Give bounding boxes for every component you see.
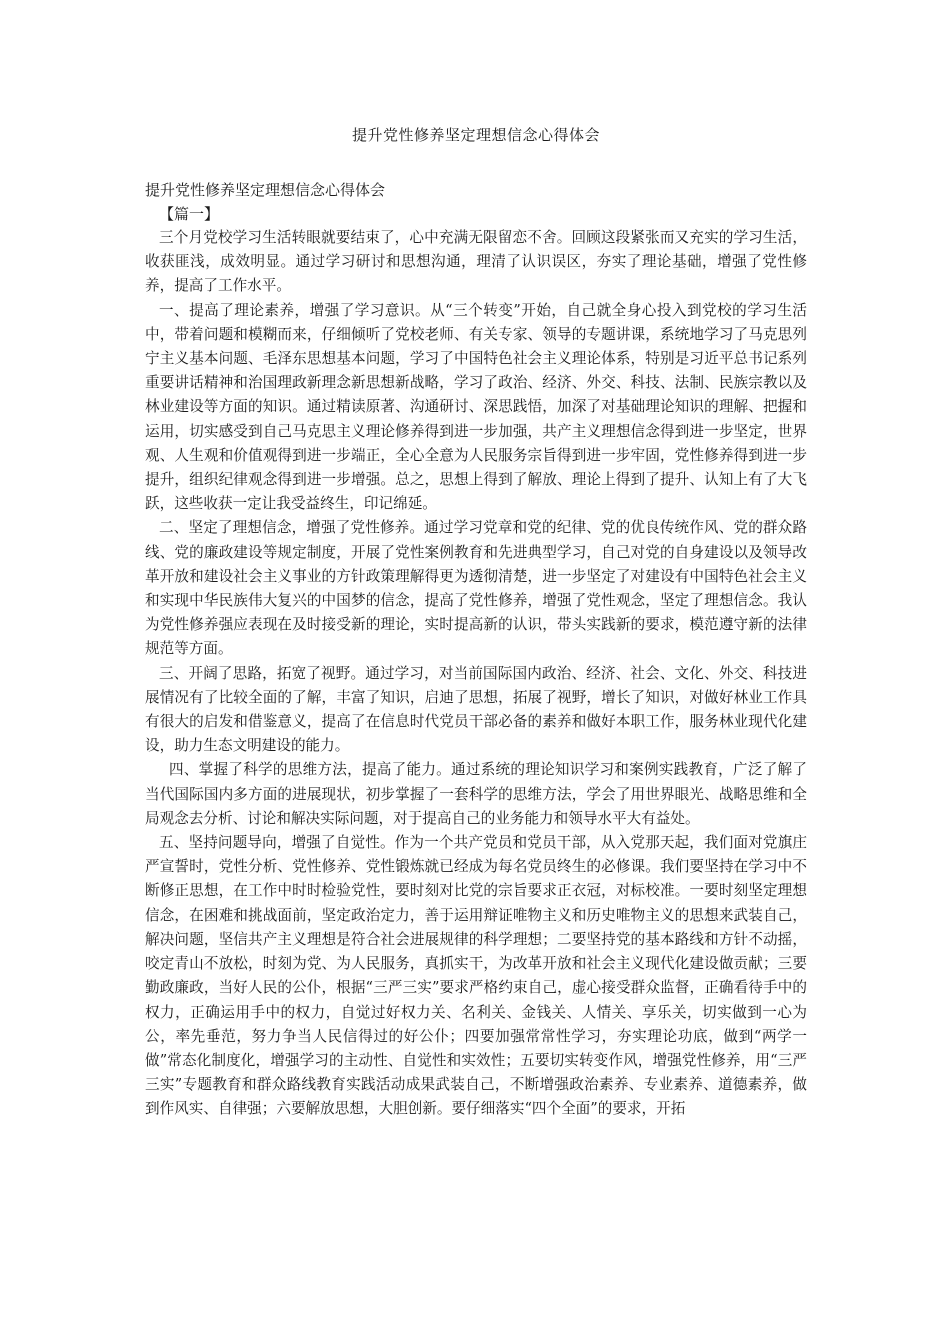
document-subtitle: 提升党性修养坚定理想信念心得体会: [145, 181, 386, 199]
document-title: 提升党性修养坚定理想信念心得体会: [351, 126, 600, 144]
paragraph-section-3: 三、开阔了思路，拓宽了视野。通过学习，对当前国际国内政治、经济、社会、文化、外交、科技进展情况有了比较全面的了解，丰富了知识，启迪了思想，拓展了视野，增长了知识，对做好林业工作具有很大的启发和借鉴意义，提高了在信息时代党员干部必备的素养和做好本职工作，服务林业现代化建设，助力生态文明建设的能力。: [145, 664, 807, 755]
paragraph-section-4: 四、掌握了科学的思维方法，提高了能力。通过系统的理论知识学习和案例实践教育，广泛了解了当代国际国内多方面的进展现状，初步掌握了一套科学的思维方法，学会了用世界眼光、战略思维和全局观念去分析、讨论和解决实际问题，对于提高自己的业务能力和领导水平大有益处。: [145, 761, 807, 827]
paragraph-section-1: 一、提高了理论素养，增强了学习意识。从“三个转变”开始，自己就全身心投入到党校的学习生活中，带着问题和模糊而来，仔细倾听了党校老师、有关专家、领导的专题讲课，系统地学习了马克思列宁主义基本问题、毛泽东思想基本问题，学习了中国特色社会主义理论体系，特别是习近平总书记系列重要讲话精神和治国理政新理念新思想新战略，学习了政治、经济、外交、科技、法制、民族宗教以及林业建设等方面的知识。通过精读原著、沟通研讨、深思践悟，加深了对基础理论知识的理解、把握和运用，切实感受到自己马克思主义理论修养得到进一步加强，共产主义理想信念得到进一步坚定，世界观、人生观和价值观得到进一步端正，全心全意为人民服务宗旨得到进一步牢固，党性修养得到进一步提升，组织纪律观念得到进一步增强。总之，思想上得到了解放、理论上得到了提升、认知上有了大飞跃，这些收获一定让我受益终生，印记绵延。: [145, 301, 807, 513]
paragraph-section-2: 二、坚定了理想信念，增强了党性修养。通过学习党章和党的纪律、党的优良传统作风、党的群众路线、党的廉政建设等规定制度，开展了党性案例教育和先进典型学习，自己对党的自身建设以及领导改革开放和建设社会主义事业的方针政策理解得更为透彻清楚，进一步坚定了对建设有中国特色社会主义和实现中华民族伟大复兴的中国梦的信念，提高了党性修养，增强了党性观念，坚定了理想信念。我认为党性修养强应表现在及时接受新的理论，实时提高新的认识，带头实践新的要求，模范遵守新的法律规范等方面。: [145, 519, 807, 658]
section-mark: 【篇一】: [159, 205, 220, 223]
paragraph-section-5: 五、坚持问题导向，增强了自觉性。作为一个共产党员和党员干部，从入党那天起，我们面对党旗庄严宣誓时，党性分析、党性修养、党性锻炼就已经成为每名党员终生的必修课。我们要坚持在学习中不断修正思想，在工作中时时检验党性，要时刻对比党的宗旨要求正衣冠，对标校准。一要时刻坚定理想信念，在困难和挑战面前，坚定政治定力，善于运用辩证唯物主义和历史唯物主义的思想来武装自己，解决问题，坚信共产主义理想是符合社会进展规律的科学理想；二要坚持党的基本路线和方针不动摇，咬定青山不放松，时刻为党、为人民服务，真抓实干，为改革开放和社会主义现代化建设做贡献；三要勤政廉政，当好人民的公仆，根据“三严三实”要求严格约束自己，虚心接受群众监督，正确看待手中的权力，正确运用手中的权力，自觉过好权力关、名利关、金钱关、人情关、享乐关，切实做到一心为公，率先垂范，努力争当人民信得过的好公仆；四要加强常常性学习，夯实理论功底，做到“两学一做”常态化制度化，增强学习的主动性、自觉性和实效性；五要切实转变作风，增强党性修养，用“三严三实”专题教育和群众路线教育实践活动成果武装自己，不断增强政治素养、专业素养、道德素养，做到作风实、自律强；六要解放思想，大胆创新。要仔细落实“四个全面”的要求，开拓: [145, 834, 807, 1118]
document-page: [145, 124, 807, 1122]
paragraph-intro: 三个月党校学习生活转眼就要结束了，心中充满无限留恋不舍。回顾这段紧张而又充实的学习生活，收获匪浅，成效明显。通过学习研讨和思想沟通，理清了认识误区，夯实了理论基础，增强了党性修养，提高了工作水平。: [145, 229, 807, 295]
